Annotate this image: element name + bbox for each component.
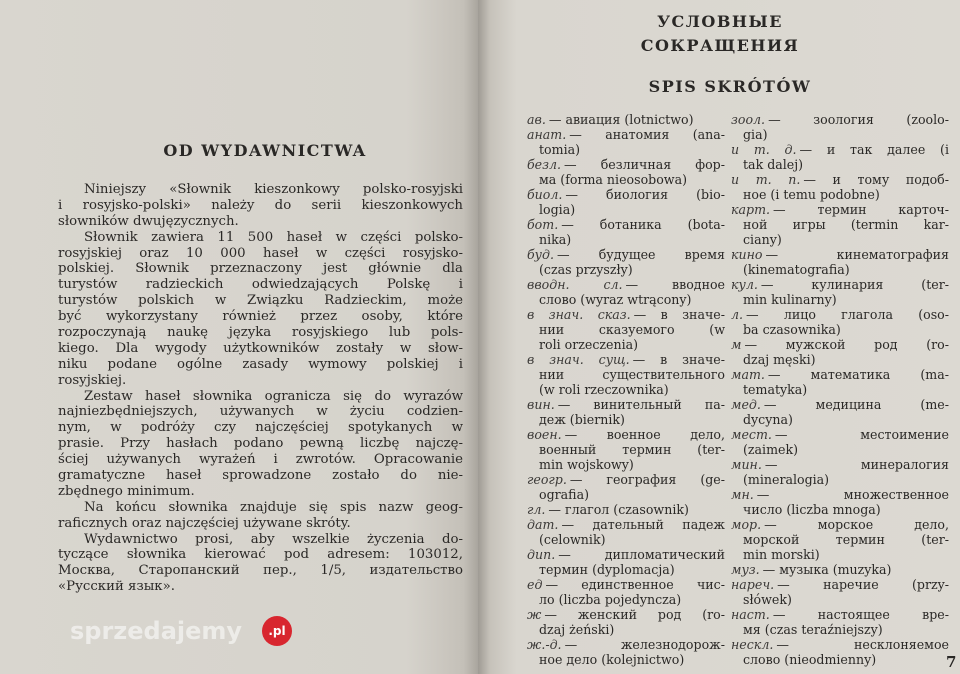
abbreviation-entry-line bbox=[731, 292, 949, 307]
abbreviation-entry-line bbox=[527, 202, 725, 217]
abbreviation: безл. bbox=[527, 157, 562, 172]
abbreviation-entry-line bbox=[527, 247, 725, 262]
abbreviation-meaning: ное (i temu podobne) bbox=[743, 187, 880, 202]
abbreviation-meaning: — местоимение bbox=[774, 427, 949, 442]
abbreviation-meaning: ло (liczba pojedyncza) bbox=[539, 592, 682, 607]
preface-line: najniezbędniejszych, używanych w życiu codzien- bbox=[58, 404, 463, 420]
abbreviation-entry-line bbox=[731, 187, 949, 202]
abbreviation-meaning: — единственное чис- bbox=[545, 577, 725, 592]
abbreviation-meaning: logia) bbox=[539, 202, 576, 217]
preface-line: prasie. Przy hasłach podano pewną liczbę najczę- bbox=[58, 436, 463, 452]
abbreviation: вводн. сл. bbox=[527, 277, 623, 292]
abbreviation: мор. bbox=[731, 517, 762, 532]
abbreviation-entry-line bbox=[731, 442, 949, 457]
abbreviation-entry-line bbox=[731, 307, 949, 322]
preface-line: być wykorzystany również przez osoby, które bbox=[58, 309, 463, 325]
abbreviation-entry-line bbox=[731, 322, 949, 337]
abbreviation-meaning: tematyka) bbox=[743, 382, 808, 397]
abbreviation: в знач. сущ. bbox=[527, 352, 630, 367]
abbreviation-entry-line bbox=[527, 262, 725, 277]
preface-line: Wydawnictwo prosi, aby wszelkie życzenia do- bbox=[84, 531, 463, 547]
abbreviation-entry-line bbox=[731, 592, 949, 607]
abbreviation-meaning: — медицина (me- bbox=[763, 397, 949, 412]
abbreviation-meaning: — и так далее (i bbox=[799, 142, 949, 157]
abbreviation: муз. bbox=[731, 562, 760, 577]
abbreviation-meaning: (czas przyszły) bbox=[539, 262, 633, 277]
abbreviation-entry-line bbox=[731, 457, 949, 472]
abbreviations-column-right bbox=[731, 112, 949, 667]
abbreviation-meaning: — множественное bbox=[756, 487, 949, 502]
abbreviation: биол. bbox=[527, 187, 563, 202]
abbreviation: дип. bbox=[527, 547, 556, 562]
abbreviation: анат. bbox=[527, 127, 567, 142]
abbreviation: вин. bbox=[527, 397, 555, 412]
watermark-text: sprzedajemy bbox=[70, 617, 243, 645]
abbreviation-meaning: — ботаника (bota- bbox=[561, 217, 725, 232]
abbreviation-meaning: — математика (ma- bbox=[767, 367, 949, 382]
abbreviation-entry-line bbox=[731, 337, 949, 352]
abbreviation-meaning: слово (nieodmienny) bbox=[743, 652, 877, 667]
abbreviation-meaning: — в значе- bbox=[632, 352, 725, 367]
abbreviation-meaning: dzaj męski) bbox=[743, 352, 816, 367]
abbreviation-meaning: слово (wyraz wtrącony) bbox=[539, 292, 692, 307]
abbreviation-meaning: min wojskowy) bbox=[539, 457, 634, 472]
abbreviation: м bbox=[731, 337, 742, 352]
abbreviation-meaning: min kulinarny) bbox=[743, 292, 837, 307]
preface-line: tyczące słownika kierować pod adresem: 103012, bbox=[58, 547, 463, 563]
abbreviation: и т. д. bbox=[731, 142, 797, 157]
abbreviation: ед bbox=[527, 577, 543, 592]
abbreviation-entry-line bbox=[731, 577, 949, 592]
abbreviation: воен. bbox=[527, 427, 562, 442]
abbreviation-meaning: — мужской род (ro- bbox=[744, 337, 949, 352]
abbreviation-entry-line bbox=[527, 307, 725, 322]
abbreviation: зоол. bbox=[731, 112, 766, 127]
preface-line: rosyjskiej oraz 10 000 haseł w części rosyjsko- bbox=[58, 245, 463, 261]
preface-line: Niniejszy «Słownik kieszonkowy polsko-rosyjski bbox=[84, 182, 463, 197]
abbreviation-meaning: — вводное bbox=[625, 277, 725, 292]
abbreviation-entry-line bbox=[731, 607, 949, 622]
abbreviation-entry-line bbox=[527, 592, 725, 607]
preface-line: nym, w podróży czy najczęściej spotykanych w bbox=[58, 420, 463, 436]
preface-line: turystów radzieckich odwiedzających Polskę i bbox=[58, 277, 463, 293]
preface-text bbox=[58, 182, 463, 595]
abbreviation: буд. bbox=[527, 247, 554, 262]
abbreviation-meaning: — и тому подоб- bbox=[803, 172, 949, 187]
watermark-badge: .pl bbox=[262, 616, 292, 646]
abbreviation-meaning: słówek) bbox=[743, 592, 792, 607]
preface-line: rozpoczynają naukę języka rosyjskiego lub pols- bbox=[58, 325, 463, 341]
abbreviation-entry-line bbox=[527, 442, 725, 457]
abbreviation-meaning: tak dalej) bbox=[743, 157, 804, 172]
abbreviation: гл. bbox=[527, 502, 546, 517]
abbreviation-entry-line bbox=[731, 352, 949, 367]
abbreviation-meaning: мя (czas teraźniejszy) bbox=[743, 622, 883, 637]
abbreviation: ж.-д. bbox=[527, 637, 562, 652]
abbreviation-entry-line bbox=[731, 247, 949, 262]
abbreviation-meaning: морской термин (ter- bbox=[743, 532, 949, 547]
abbreviation-entry-line bbox=[527, 292, 725, 307]
abbreviation-meaning: — анатомия (ana- bbox=[569, 127, 725, 142]
abbreviation: ав. bbox=[527, 112, 546, 127]
abbreviation-meaning: — глагол (czasownik) bbox=[548, 502, 689, 517]
abbreviation-entry-line bbox=[527, 412, 725, 427]
left-page-title: OD WYDAWNICTWA bbox=[163, 141, 367, 160]
abbreviation-meaning: ba czasownika) bbox=[743, 322, 841, 337]
abbreviation: карт. bbox=[731, 202, 771, 217]
abbreviation-entry-line bbox=[731, 232, 949, 247]
abbreviation-entry-line bbox=[731, 547, 949, 562]
abbreviation-meaning: — железнодорож- bbox=[564, 637, 725, 652]
preface-line: ściej używanych wyrażeń i zwrotów. Opracowanie bbox=[58, 452, 463, 468]
abbreviation-meaning: — дипломатический bbox=[558, 547, 725, 562]
abbreviation-meaning: roli orzeczenia) bbox=[539, 337, 639, 352]
abbreviation-entry-line bbox=[731, 172, 949, 187]
abbreviation-entry-line bbox=[731, 472, 949, 487]
abbreviation: бот. bbox=[527, 217, 559, 232]
preface-line: Москва, Старопанский пер., 1/5, издательство bbox=[58, 563, 463, 579]
abbreviation: мат. bbox=[731, 367, 765, 382]
abbreviation-entry-line bbox=[527, 127, 725, 142]
abbreviation-entry-line bbox=[731, 157, 949, 172]
abbreviation-meaning: — биология (bio- bbox=[565, 187, 725, 202]
abbreviation-meaning: nika) bbox=[539, 232, 572, 247]
abbreviation-meaning: tomia) bbox=[539, 142, 581, 157]
abbreviation-meaning: — наречие (przy- bbox=[777, 577, 949, 592]
abbreviation-entry-line bbox=[527, 562, 725, 577]
abbreviation-entry-line bbox=[731, 397, 949, 412]
abbreviation: в знач. сказ. bbox=[527, 307, 631, 322]
abbreviation: геогр. bbox=[527, 472, 567, 487]
abbreviation-entry-line bbox=[527, 157, 725, 172]
abbreviation-entry-line bbox=[527, 502, 725, 517]
abbreviation-entry-line bbox=[527, 397, 725, 412]
abbreviation-entry-line bbox=[527, 112, 725, 127]
abbreviation-meaning: (zaimek) bbox=[743, 442, 799, 457]
abbreviation-meaning: деж (biernik) bbox=[539, 412, 625, 427]
abbreviation-entry-line bbox=[527, 457, 725, 472]
abbreviation-meaning: — дательный падеж bbox=[561, 517, 725, 532]
preface-line: słowników dwujęzycznych. bbox=[58, 213, 239, 229]
abbreviation-meaning: ografia) bbox=[539, 487, 589, 502]
abbreviation-entry-line bbox=[527, 472, 725, 487]
preface-line: turystów polskich w Związku Radzieckim, może bbox=[58, 293, 463, 309]
abbreviation-meaning: dzaj żeński) bbox=[539, 622, 615, 637]
abbreviation-entry-line bbox=[527, 427, 725, 442]
abbreviation: мн. bbox=[731, 487, 754, 502]
abbreviation-entry-line bbox=[731, 277, 949, 292]
abbreviation-meaning: — винительный па- bbox=[557, 397, 725, 412]
preface-line: kiego. Dla wygody użytkowników zostały w słow- bbox=[58, 340, 463, 356]
abbreviation-entry-line bbox=[731, 487, 949, 502]
abbreviation-entry-line bbox=[527, 547, 725, 562]
abbreviation-meaning: нии сказуемого (w bbox=[539, 322, 725, 337]
abbreviation-meaning: — лицо глагола (oso- bbox=[746, 307, 949, 322]
abbreviation-entry-line bbox=[731, 112, 949, 127]
abbreviation-entry-line bbox=[527, 532, 725, 547]
abbreviation-meaning: — настоящее вре- bbox=[772, 607, 949, 622]
abbreviation-meaning: — безличная фор- bbox=[564, 157, 725, 172]
abbreviation-meaning: нии существительного bbox=[539, 367, 725, 382]
abbreviation-entry-line bbox=[527, 652, 725, 667]
abbreviation-meaning: — несклоняемое bbox=[776, 637, 949, 652]
left-page bbox=[0, 0, 478, 674]
abbreviation-entry-line bbox=[731, 142, 949, 157]
abbreviation-meaning: (mineralogia) bbox=[743, 472, 830, 487]
abbreviation-meaning: ное дело (kolejnictwo) bbox=[539, 652, 685, 667]
abbreviation-entry-line bbox=[731, 652, 949, 667]
abbreviation: мин. bbox=[731, 457, 762, 472]
abbreviation-entry-line bbox=[527, 277, 725, 292]
abbreviation-meaning: — зоология (zoolo- bbox=[768, 112, 949, 127]
abbreviation-entry-line bbox=[731, 382, 949, 397]
abbreviation-meaning: — минералогия bbox=[764, 457, 949, 472]
abbreviation-meaning: — термин карточ- bbox=[773, 202, 949, 217]
preface-line: Słownik zawiera 11 500 haseł w części polsko- bbox=[84, 229, 463, 245]
preface-line: zbędnego minimum. bbox=[58, 483, 195, 499]
preface-line: i rosyjsko-polski» należy do serii kieszonkowych bbox=[58, 197, 463, 213]
abbreviation-entry-line bbox=[527, 577, 725, 592]
abbreviation: мед. bbox=[731, 397, 761, 412]
preface-line: raficznych oraz najczęściej używane skróty. bbox=[58, 515, 351, 531]
abbreviation-meaning: — будущее время bbox=[556, 247, 725, 262]
abbreviation: нескл. bbox=[731, 637, 774, 652]
abbreviation-entry-line bbox=[731, 562, 949, 577]
abbreviation-meaning: ciany) bbox=[743, 232, 782, 247]
abbreviation-meaning: — морское дело, bbox=[764, 517, 949, 532]
abbreviation-entry-line bbox=[527, 322, 725, 337]
heading-polish: SPIS SKRÓTÓW bbox=[648, 77, 812, 96]
abbreviation-entry-line bbox=[527, 142, 725, 157]
abbreviation-meaning: — география (ge- bbox=[569, 472, 725, 487]
abbreviation-entry-line bbox=[731, 262, 949, 277]
abbreviation-meaning: dycyna) bbox=[743, 412, 793, 427]
abbreviation-entry-line bbox=[527, 187, 725, 202]
preface-line: Na końcu słownika znajduje się spis nazw geog- bbox=[84, 499, 463, 515]
abbreviation-meaning: число (liczba mnoga) bbox=[743, 502, 881, 517]
abbreviations-column-left bbox=[527, 112, 725, 667]
abbreviation-meaning: (celownik) bbox=[539, 532, 606, 547]
abbreviation-entry-line bbox=[527, 517, 725, 532]
abbreviation: мест. bbox=[731, 427, 772, 442]
abbreviation: кул. bbox=[731, 277, 758, 292]
preface-line: polskiej. Słownik przeznaczony jest głównie dla bbox=[58, 261, 463, 277]
preface-line: gramatyczne haseł sprowadzone zostało do nie- bbox=[58, 468, 463, 484]
abbreviation-meaning: — авиация (lotnictwo) bbox=[548, 112, 694, 127]
abbreviation-entry-line bbox=[731, 127, 949, 142]
abbreviation-entry-line bbox=[731, 202, 949, 217]
preface-line: «Русский язык». bbox=[58, 579, 175, 595]
abbreviation: ж bbox=[527, 607, 542, 622]
abbreviation: нареч. bbox=[731, 577, 775, 592]
abbreviation-entry-line bbox=[731, 622, 949, 637]
abbreviation: л. bbox=[731, 307, 744, 322]
abbreviation-meaning: — кинематография bbox=[765, 247, 949, 262]
abbreviation-meaning: военный термин (ter- bbox=[539, 442, 725, 457]
abbreviation-meaning: ма (forma nieosobowa) bbox=[539, 172, 688, 187]
abbreviation-entry-line bbox=[527, 367, 725, 382]
heading-russian-line1: УСЛОВНЫЕ bbox=[657, 12, 783, 31]
abbreviation-entry-line bbox=[731, 502, 949, 517]
abbreviation: наст. bbox=[731, 607, 770, 622]
preface-line: niku podane ogólne zasady wymowy polskiej i bbox=[58, 356, 463, 372]
abbreviation-entry-line bbox=[527, 337, 725, 352]
abbreviation: кино bbox=[731, 247, 763, 262]
abbreviation-meaning: термин (dyplomacja) bbox=[539, 562, 675, 577]
abbreviation-meaning: — в значе- bbox=[633, 307, 725, 322]
heading-russian-line2: СОКРАЩЕНИЯ bbox=[640, 36, 800, 55]
abbreviation-meaning: — кулинария (ter- bbox=[760, 277, 949, 292]
abbreviation-entry-line bbox=[527, 607, 725, 622]
abbreviation-meaning: (kinematografia) bbox=[743, 262, 850, 277]
abbreviation-entry-line bbox=[731, 532, 949, 547]
abbreviation-entry-line bbox=[527, 217, 725, 232]
abbreviation-meaning: — женский род (ro- bbox=[544, 607, 725, 622]
abbreviation-entry-line bbox=[731, 517, 949, 532]
abbreviation-meaning: (w roli rzeczownika) bbox=[539, 382, 669, 397]
abbreviation-entry-line bbox=[527, 232, 725, 247]
abbreviation-entry-line bbox=[731, 637, 949, 652]
abbreviation-entry-line bbox=[731, 427, 949, 442]
abbreviation-entry-line bbox=[731, 412, 949, 427]
abbreviation-meaning: — музыка (muzyka) bbox=[762, 562, 892, 577]
abbreviation-meaning: ной игры (termin kar- bbox=[743, 217, 949, 232]
abbreviation-entry-line bbox=[527, 487, 725, 502]
page-number: 7 bbox=[946, 653, 957, 671]
preface-line: rosyjskiej. bbox=[58, 372, 127, 388]
abbreviation-entry-line bbox=[731, 367, 949, 382]
abbreviation-entry-line bbox=[527, 622, 725, 637]
abbreviation-entry-line bbox=[527, 382, 725, 397]
abbreviation-entry-line bbox=[731, 217, 949, 232]
abbreviation: дат. bbox=[527, 517, 559, 532]
abbreviation-entry-line bbox=[527, 172, 725, 187]
preface-line: Zestaw haseł słownika ogranicza się do wyrazów bbox=[84, 388, 463, 404]
abbreviation-meaning: min morski) bbox=[743, 547, 820, 562]
abbreviation-meaning: — военное дело, bbox=[564, 427, 725, 442]
abbreviation-entry-line bbox=[527, 352, 725, 367]
abbreviation-entry-line bbox=[527, 637, 725, 652]
abbreviation-meaning: gia) bbox=[743, 127, 768, 142]
abbreviation: и т. п. bbox=[731, 172, 801, 187]
